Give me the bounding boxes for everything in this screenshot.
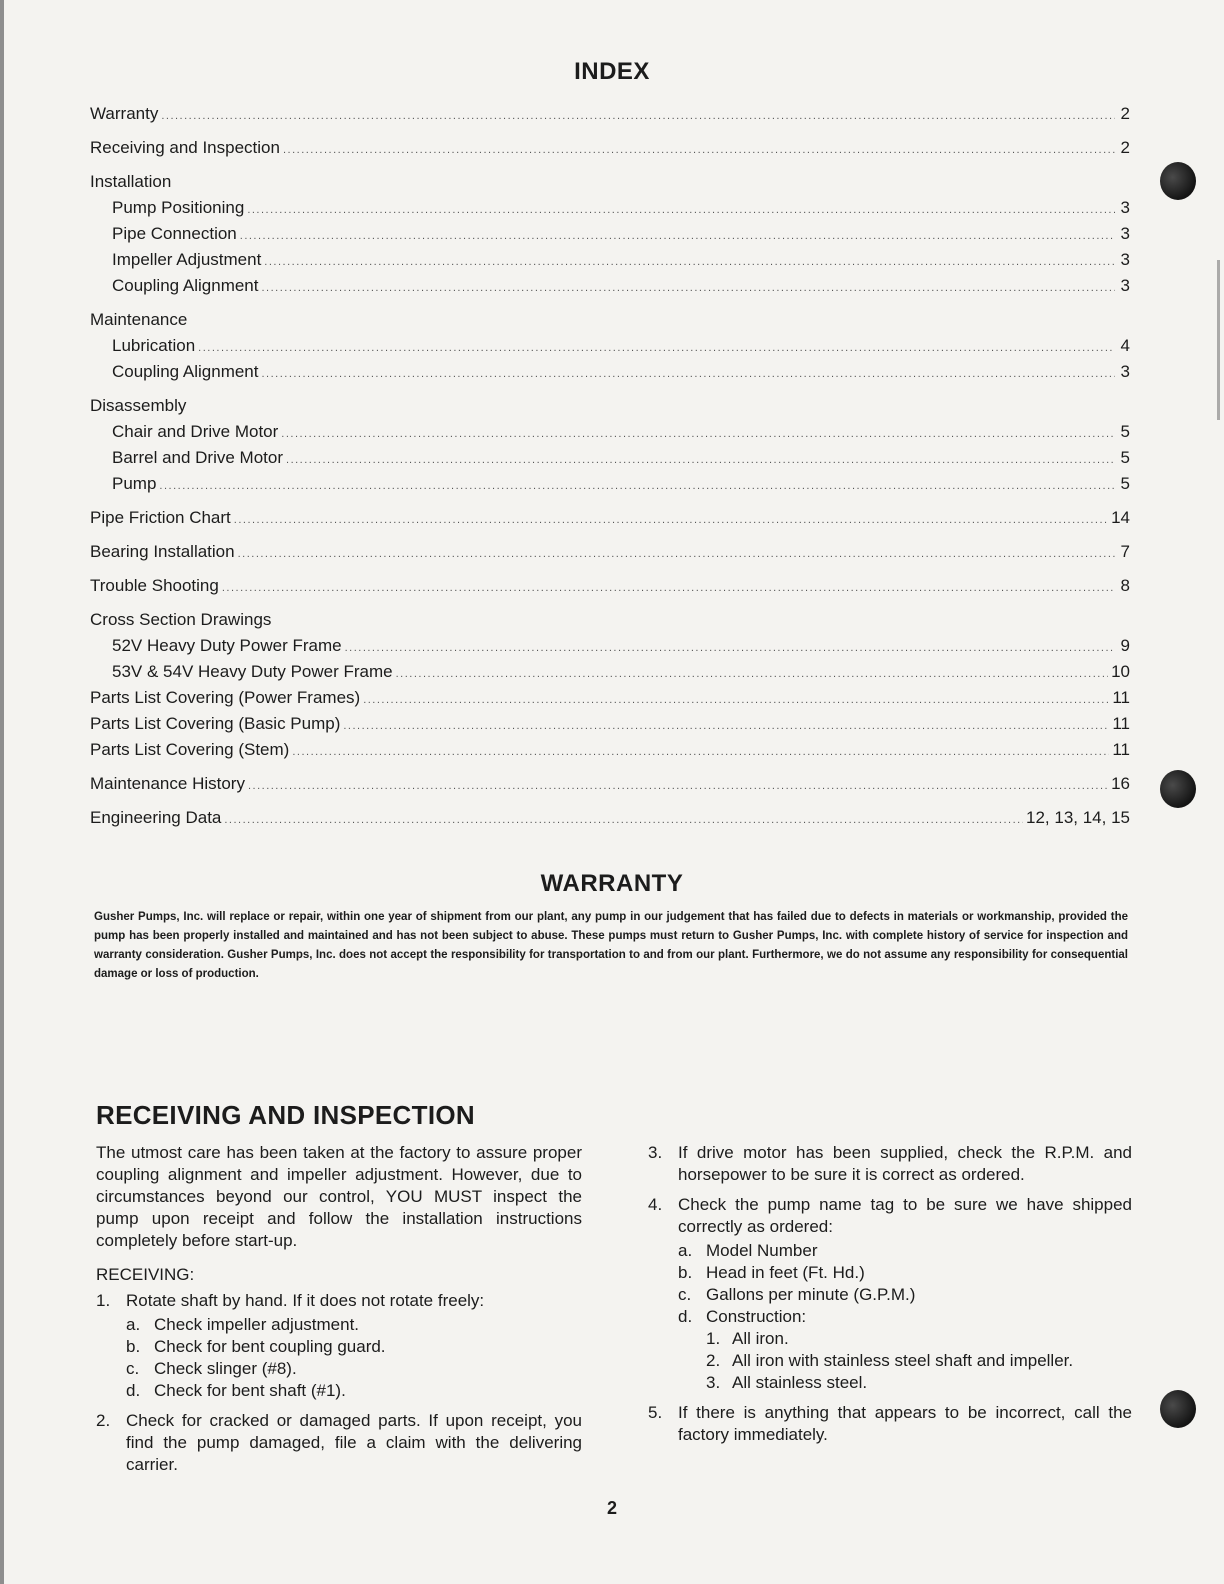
construction-number: 2. — [706, 1351, 721, 1370]
toc-label: Lubrication — [112, 336, 196, 355]
sub-letter: d. — [126, 1381, 141, 1400]
toc-page: 5 — [1120, 422, 1130, 441]
toc-page: 5 — [1120, 474, 1130, 493]
step-4-sublist — [678, 1240, 1132, 1328]
sub-letter: a. — [678, 1241, 693, 1260]
sub-text: Head in feet (Ft. Hd.) — [706, 1263, 865, 1282]
toc-dot-leader — [247, 204, 1115, 216]
sub-item — [126, 1358, 582, 1380]
toc-page: 16 — [1111, 774, 1130, 793]
step-1-sublist — [126, 1314, 582, 1402]
toc-label: Trouble Shooting — [90, 576, 219, 595]
toc-entry-engineering-data — [90, 808, 1130, 834]
toc-label: Parts List Covering (Stem) — [90, 740, 290, 759]
toc-dot-leader — [286, 454, 1115, 466]
step-2 — [96, 1410, 582, 1476]
binder-hole-top — [1160, 162, 1196, 200]
toc-section-disassembly — [90, 396, 1130, 422]
toc-entry-bearing-installation — [90, 542, 1130, 568]
toc-entry-parts-list-power-frames — [90, 688, 1130, 714]
sub-letter: a. — [126, 1315, 141, 1334]
toc-page: 5 — [1120, 448, 1130, 467]
sub-text: Check for bent shaft (#1). — [154, 1381, 346, 1400]
toc-entry-receiving — [90, 138, 1130, 164]
toc-page: 11 — [1112, 740, 1130, 759]
index-table-of-contents — [90, 104, 1130, 834]
toc-entry-coupling-alignment — [90, 276, 1130, 302]
toc-entry-pump-positioning — [90, 198, 1130, 224]
toc-label: Warranty — [90, 104, 159, 123]
toc-page: 10 — [1111, 662, 1130, 681]
toc-page: 3 — [1120, 276, 1130, 295]
warranty-heading: WARRANTY — [540, 870, 684, 897]
sub-text: Gallons per minute (G.P.M.) — [706, 1285, 916, 1304]
toc-dot-leader — [234, 514, 1108, 526]
toc-label: Maintenance History — [90, 774, 245, 793]
sub-letter: b. — [678, 1263, 693, 1282]
toc-label: Chair and Drive Motor — [112, 422, 279, 441]
toc-page: 2 — [1120, 138, 1130, 157]
step-text: Rotate shaft by hand. If it does not rotate freely: — [126, 1291, 485, 1310]
binder-hole-bottom — [1160, 1390, 1196, 1428]
sub-text: Check impeller adjustment. — [154, 1315, 360, 1334]
toc-section-label: Maintenance — [90, 310, 188, 329]
toc-dot-leader — [292, 746, 1109, 758]
toc-section-installation — [90, 172, 1130, 198]
toc-section-label: Cross Section Drawings — [90, 610, 272, 629]
step-number: 3. — [648, 1143, 663, 1162]
toc-label: Pipe Connection — [112, 224, 237, 243]
toc-page: 3 — [1120, 198, 1130, 217]
toc-dot-leader — [238, 548, 1115, 560]
toc-entry-pipe-connection — [90, 224, 1130, 250]
toc-label: Coupling Alignment — [112, 276, 259, 295]
receiving-steps-right — [648, 1142, 1132, 1446]
construction-number: 1. — [706, 1329, 721, 1348]
toc-label: Pump Positioning — [112, 198, 245, 217]
toc-entry-pipe-friction-chart — [90, 508, 1130, 534]
toc-label: Parts List Covering (Power Frames) — [90, 688, 361, 707]
receiving-intro: The utmost care has been taken at the factory to assure proper coupling alignment and impeller adjustment. However, due to circumstances beyond our control, YOU MUST inspect the pump upon receipt and follow the installation instructions completely before start-up. — [96, 1143, 582, 1250]
step-number: 5. — [648, 1403, 663, 1422]
sub-item — [678, 1240, 1132, 1262]
sub-letter: d. — [678, 1307, 693, 1326]
sub-letter: b. — [126, 1337, 141, 1356]
sub-item — [126, 1336, 582, 1358]
toc-label: Engineering Data — [90, 808, 222, 827]
sub-text: Check for bent coupling guard. — [154, 1337, 386, 1356]
sub-text: Check slinger (#8). — [154, 1359, 297, 1378]
step-text: If there is anything that appears to be incorrect, call the factory immediately. — [678, 1403, 1132, 1444]
construction-text: All iron with stainless steel shaft and impeller. — [732, 1351, 1074, 1370]
toc-page: 11 — [1112, 714, 1130, 733]
toc-page: 7 — [1120, 542, 1130, 561]
toc-entry-parts-list-stem — [90, 740, 1130, 766]
receiving-inspection-heading: RECEIVING AND INSPECTION — [96, 1100, 475, 1130]
index-title: INDEX — [574, 58, 650, 85]
toc-entry-barrel-drive-motor — [90, 448, 1130, 474]
step-5 — [648, 1402, 1132, 1446]
toc-entry-trouble-shooting — [90, 576, 1130, 602]
toc-page: 12, 13, 14, 15 — [1026, 808, 1130, 827]
toc-dot-leader — [396, 668, 1108, 680]
toc-page: 9 — [1120, 636, 1130, 655]
toc-page: 3 — [1120, 362, 1130, 381]
toc-label: Bearing Installation — [90, 542, 235, 561]
step-number: 2. — [96, 1411, 111, 1430]
toc-label: Pipe Friction Chart — [90, 508, 231, 527]
toc-label: Pump — [112, 474, 157, 493]
page-right-edge — [1217, 260, 1220, 420]
sub-item — [126, 1314, 582, 1336]
toc-dot-leader — [261, 368, 1115, 380]
binder-hole-middle — [1160, 770, 1196, 808]
toc-dot-leader — [283, 144, 1115, 156]
step-text: Check the pump name tag to be sure we have shipped correctly as ordered: — [678, 1195, 1132, 1236]
construction-item — [706, 1328, 1132, 1350]
toc-section-cross-section-drawings — [90, 610, 1130, 636]
toc-label: Barrel and Drive Motor — [112, 448, 284, 467]
toc-dot-leader — [161, 110, 1115, 122]
sub-item — [678, 1306, 1132, 1328]
warranty-text: Gusher Pumps, Inc. will replace or repair, within one year of shipment from our plant, any pump in our judgement that has failed due to defects in materials or workmanship, provided the pump has been properly installed and maintained and has not been subject to abuse. These pumps must return to Gusher Pumps, Inc. with complete history of service for inspection and warranty consideration. Gusher Pumps, Inc. does not accept the responsibility for transportation to and from our plant. Furthermore, we do not assume any responsibility for consequential damage or loss of production. — [94, 911, 1128, 980]
toc-entry-maintenance-history — [90, 774, 1130, 800]
construction-text: All stainless steel. — [732, 1373, 868, 1392]
construction-text: All iron. — [732, 1329, 789, 1348]
step-4 — [648, 1194, 1132, 1394]
toc-page: 11 — [1112, 688, 1130, 707]
toc-page: 8 — [1120, 576, 1130, 595]
toc-entry-53v-54v-power-frame — [90, 662, 1130, 688]
toc-section-label: Installation — [90, 172, 172, 191]
toc-entry-52v-power-frame — [90, 636, 1130, 662]
step-1 — [96, 1290, 582, 1402]
toc-page: 3 — [1120, 250, 1130, 269]
toc-entry-parts-list-basic-pump — [90, 714, 1130, 740]
toc-dot-leader — [240, 230, 1115, 242]
toc-label: 52V Heavy Duty Power Frame — [112, 636, 342, 655]
toc-dot-leader — [222, 582, 1115, 594]
page-number: 2 — [606, 1498, 617, 1518]
construction-options — [678, 1328, 1132, 1394]
toc-entry-impeller-adjustment — [90, 250, 1130, 276]
step-number: 1. — [96, 1291, 111, 1310]
toc-section-maintenance — [90, 310, 1130, 336]
toc-dot-leader — [248, 780, 1108, 792]
sub-letter: c. — [126, 1359, 140, 1378]
toc-section-label: Disassembly — [90, 396, 187, 415]
toc-dot-leader — [343, 720, 1109, 732]
toc-dot-leader — [159, 480, 1115, 492]
toc-dot-leader — [261, 282, 1115, 294]
toc-page: 4 — [1120, 336, 1130, 355]
page-left-edge — [0, 0, 4, 1584]
construction-number: 3. — [706, 1373, 721, 1392]
step-3 — [648, 1142, 1132, 1186]
sub-item — [126, 1380, 582, 1402]
toc-dot-leader — [264, 256, 1115, 268]
step-text: Check for cracked or damaged parts. If upon receipt, you find the pump damaged, file a claim with the delivering carrier. — [126, 1411, 582, 1474]
receiving-label: RECEIVING: — [96, 1265, 195, 1284]
sub-letter: c. — [678, 1285, 692, 1304]
step-number: 4. — [648, 1195, 663, 1214]
receiving-left-column — [96, 1142, 582, 1484]
receiving-steps-left — [96, 1290, 582, 1476]
toc-label: 53V & 54V Heavy Duty Power Frame — [112, 662, 393, 681]
toc-dot-leader — [224, 814, 1023, 826]
sub-item — [678, 1262, 1132, 1284]
step-text: If drive motor has been supplied, check the R.P.M. and horsepower to be sure it is correct as ordered. — [678, 1143, 1132, 1184]
receiving-right-column — [648, 1142, 1132, 1454]
toc-entry-warranty — [90, 104, 1130, 130]
toc-entry-coupling-alignment-2 — [90, 362, 1130, 388]
toc-page: 2 — [1120, 104, 1130, 123]
toc-page: 14 — [1111, 508, 1130, 527]
toc-dot-leader — [363, 694, 1109, 706]
toc-entry-lubrication — [90, 336, 1130, 362]
toc-dot-leader — [281, 428, 1115, 440]
toc-dot-leader — [198, 342, 1115, 354]
toc-label: Impeller Adjustment — [112, 250, 262, 269]
toc-label: Coupling Alignment — [112, 362, 259, 381]
construction-item — [706, 1372, 1132, 1394]
toc-entry-pump — [90, 474, 1130, 500]
sub-text: Construction: — [706, 1307, 807, 1326]
construction-item — [706, 1350, 1132, 1372]
toc-label: Parts List Covering (Basic Pump) — [90, 714, 341, 733]
sub-item — [678, 1284, 1132, 1306]
toc-label: Receiving and Inspection — [90, 138, 280, 157]
toc-entry-chair-drive-motor — [90, 422, 1130, 448]
toc-dot-leader — [345, 642, 1115, 654]
toc-page: 3 — [1120, 224, 1130, 243]
sub-text: Model Number — [706, 1241, 818, 1260]
